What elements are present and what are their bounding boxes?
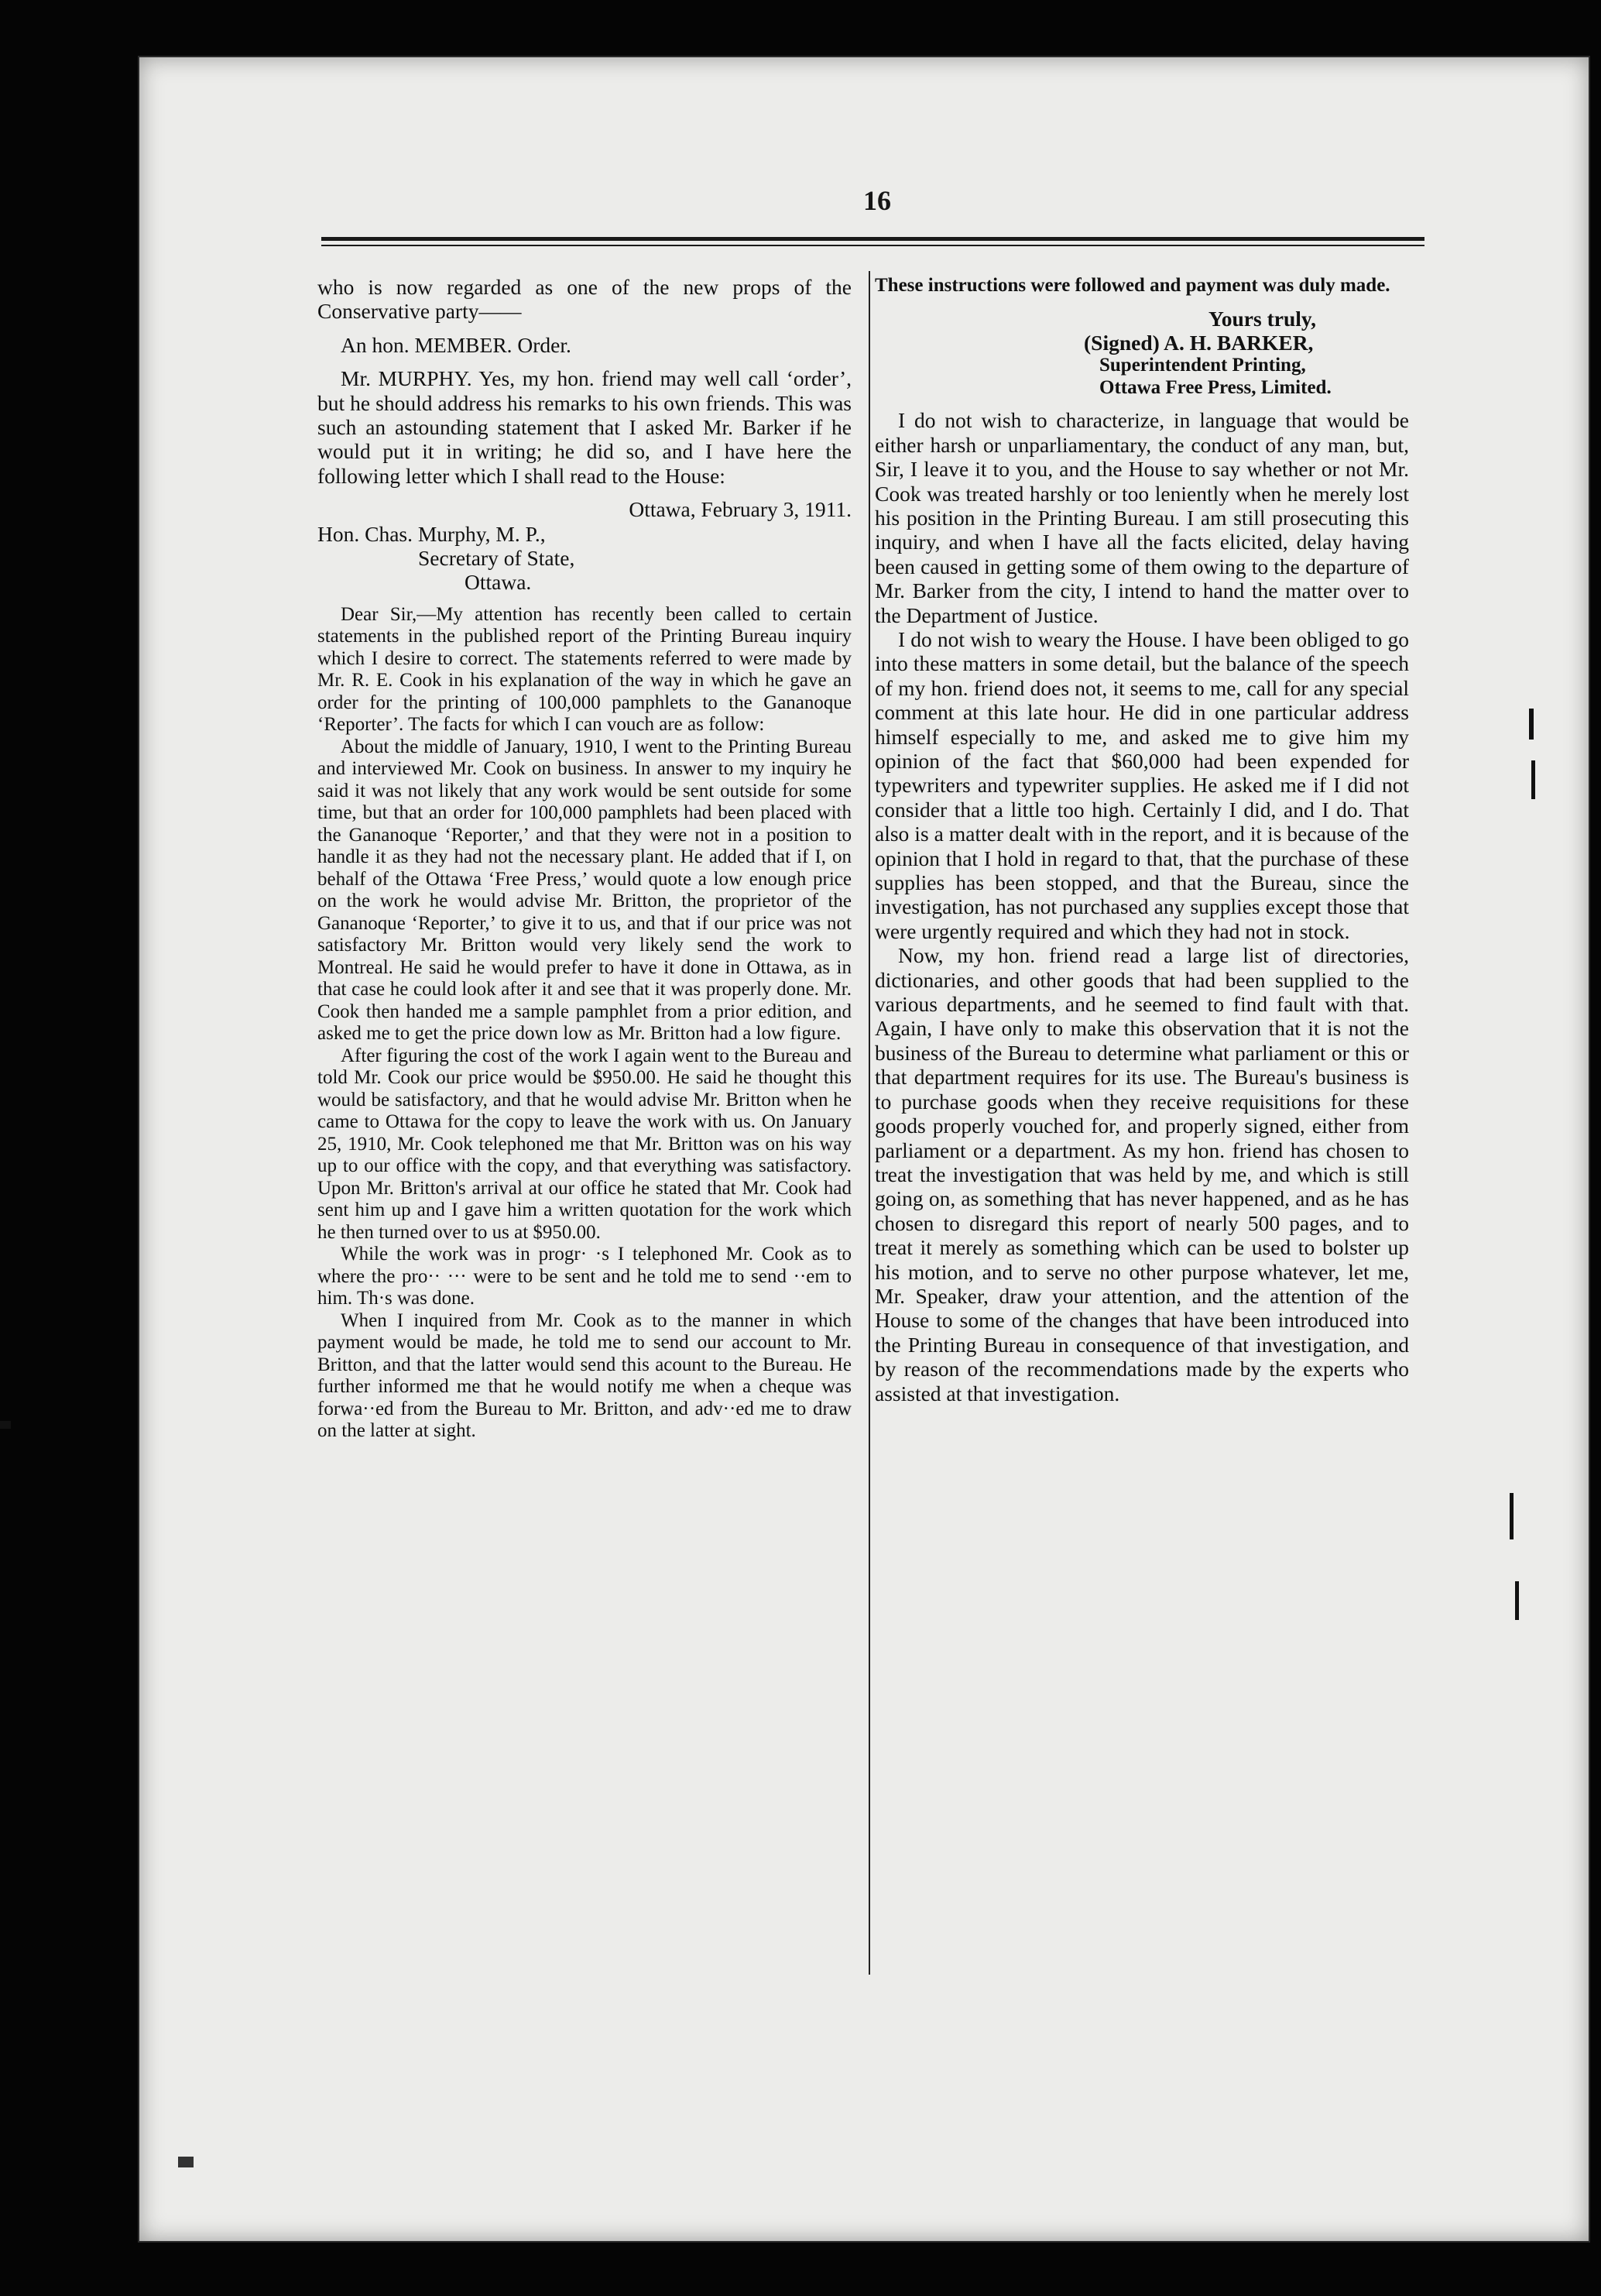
interjection: An hon. MEMBER. Order. xyxy=(341,332,571,357)
letter-paragraph: When I inquired from Mr. Cook as to the manner in which payment would be made, he told me to send our account to Mr. Britton, and that the latter would send this acount to the Bureau. He further informed me that he would notify me when a cheque was forwa··ed from the Bureau to Mr. Britton, and adv··ed me to draw on the latter at sight. xyxy=(317,1309,852,1442)
header-rule xyxy=(321,237,1424,241)
left-column xyxy=(317,275,852,1443)
scan-mark xyxy=(1515,1581,1519,1620)
speech-paragraph: Now, my hon. friend read a large list of directories, dictionaries, and other goods that had been supplied to the various departments, and he seemed to find fault with that. Again, I have only to make this observation that it is not the business of the Bureau to determine what parliament or this or that department requires for its use. The Bureau's business is to purchase goods when they receive requisitions for these goods properly vouched for, and properly signed, either from parliament or a department. As my hon. friend has chosen to treat the investigation that was held by me, and which is still going on, as something that has never happened, and as he has chosen to disregard this report of nearly 500 pages, and to treat it merely as something which can be used to bolster up his motion, and to serve no other purpose whatever, let me, Mr. Speaker, draw your attention, and the attention of the House to some of the changes that have been introduced into the Printing Bureau in consequence of that investigation, and by reason of the recommendations made by the experts who assisted at that investigation. xyxy=(875,943,1409,1405)
letter-paragraph: While the work was in progr· ·s I telephoned Mr. Cook as to where the pro·· ··· were to be sent and he told me to send ··em to him. Th·s was done. xyxy=(317,1244,852,1309)
column-divider xyxy=(869,271,870,1975)
speech-paragraph: I do not wish to characterize, in language that would be either harsh or unparliamentary, the conduct of any man, but, Sir, I leave it to you, and the House to say whether or not Mr. Cook was treated harshly or too leniently when he merely lost his position in the Printing Bureau. I am still prosecuting this inquiry, and when I have all the facts elicited, delay having been caused in getting some of them owing to the departure of Mr. Barker from the city, I intend to hand the matter over to the Department of Justice. xyxy=(875,408,1409,627)
speech-paragraph: Mr. MURPHY. Yes, my hon. friend may well call ‘order’, but he should address his remarks to his own friends. This was such an astounding statement that I asked Mr. Barker if he would put it in writing; he did so, and I have here the following letter which I shall read to the House: xyxy=(317,366,852,488)
letter-date: Ottawa, February 3, 1911. xyxy=(629,497,852,522)
signer-title: Superintendent Printing, xyxy=(1099,355,1306,376)
scan-mark xyxy=(0,1421,11,1429)
scan-mark xyxy=(178,2157,194,2167)
letter-paragraph: These instructions were followed and payment was duly made. xyxy=(875,275,1390,296)
signer-organization: Ottawa Free Press, Limited. xyxy=(1099,376,1332,398)
paragraph: who is now regarded as one of the new props of the Conservative party—— xyxy=(317,275,852,324)
letter-paragraph: Dear Sir,—My attention has recently been called to certain statements in the published report of the Printing Bureau inquiry which I desire to correct. The statements referred to were made by Mr. R. E. Cook in his explanation of the way in which he gave an order for the printing of 100,000 pamphlets to the Gananoque ‘Reporter’. The facts for which I can vouch are as follow: xyxy=(317,603,852,736)
scan-mark xyxy=(1510,1493,1514,1539)
right-column xyxy=(875,275,1409,1405)
letter-signature: (Signed) A. H. BARKER, xyxy=(1084,330,1314,355)
addressee-city: Ottawa. xyxy=(465,570,532,595)
addressee-title: Secretary of State, xyxy=(418,546,575,571)
header-rule-thin xyxy=(321,245,1424,246)
letter-closing: Yours truly, xyxy=(1208,306,1316,331)
scan-mark xyxy=(1529,709,1534,740)
letter-paragraph: About the middle of January, 1910, I went to the Printing Bureau and interviewed Mr. Cook on business. In answer to my inquiry he said it was not likely that any work would be sent outside for some time, but that an order for 100,000 pamphlets had been placed with the Gananoque ‘Reporter,’ and that they were not in a position to handle it as they had not the necessary plant. He added that if I, on behalf of the Ottawa ‘Free Press,’ would quote a low enough price on the work he would advise Mr. Britton, the proprietor of the Gananoque ‘Reporter,’ to give it to us, and that if our price was not satisfactory Mr. Britton would very likely send the work to Montreal. He said he would prefer to have it done in Ottawa, as in that case he could look after it and see that it was properly done. Mr. Cook then handed me a sample pamphlet from a prior edition, and asked me to get the price down low as Mr. Britton had a low figure. xyxy=(317,736,852,1045)
speech-paragraph: I do not wish to weary the House. I have been obliged to go into these matters in some detail, but the balance of the speech of my hon. friend does not, it seems to me, call for any special comment at this late hour. He did in one particular address himself especially to me, and asked me to give him my opinion of the fact that $60,000 had been expended for typewriters and typewriter supplies. He asked me if I did not consider that a little too high. Certainly I did, and I do. That also is a matter dealt with in the report, and it is because of the opinion that I hold in regard to that, that the purchase of these supplies has been stopped, and that the Bureau, since the investigation, has not purchased any supplies except those that were urgently required and which they had not in stock. xyxy=(875,626,1409,943)
page-number: 16 xyxy=(863,185,891,216)
addressee-name: Hon. Chas. Murphy, M. P., xyxy=(317,521,546,546)
scan-mark xyxy=(1531,760,1535,799)
letter-paragraph: After figuring the cost of the work I again went to the Bureau and told Mr. Cook our price would be $950.00. He said he thought this would be satisfactory, and that he would advise Mr. Britton when he came to Ottawa for the copy to leave the work with us. On January 25, 1910, Mr. Cook telephoned me that Mr. Britton was on his way up to our office with the copy, and that everything was satisfactory. Upon Mr. Britton's arrival at our office he stated that Mr. Cook had sent him up and I gave him a written quotation for the work which he then turned over to us at $950.00. xyxy=(317,1045,852,1243)
